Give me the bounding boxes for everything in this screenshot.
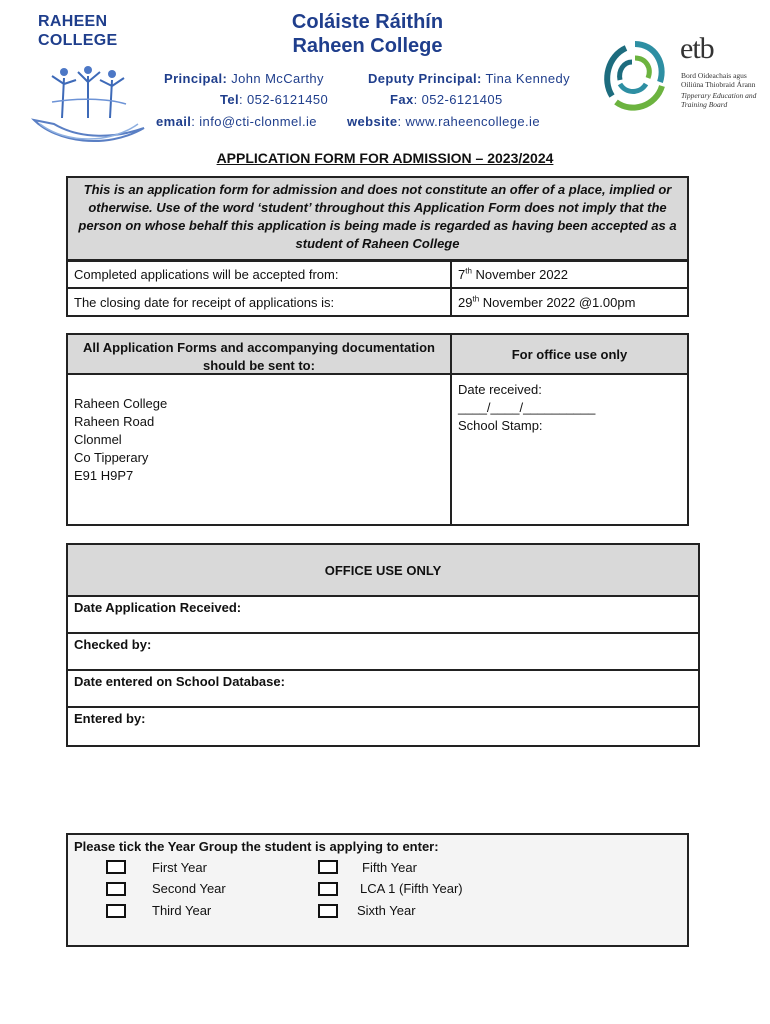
deputy-name: Tina Kennedy	[485, 71, 571, 86]
fax-value: : 052-6121405	[413, 92, 503, 107]
college-title-irish: Coláiste Ráithín	[291, 11, 444, 33]
office-use-table	[66, 543, 700, 747]
fax-line	[390, 92, 503, 107]
accepted-date: 7th November 2022	[458, 266, 569, 282]
date-entered-database-field[interactable]: Date entered on School Database:	[74, 674, 285, 689]
accepted-label: Completed applications will be accepted from:	[74, 267, 339, 282]
sixth-year-checkbox[interactable]	[318, 904, 338, 918]
date-received-label: Date received:	[458, 382, 542, 397]
entered-by-field[interactable]: Entered by:	[74, 711, 146, 726]
year-group-box	[66, 833, 689, 947]
logo-line-1: RAHEEN	[38, 13, 108, 30]
fax-label: Fax	[390, 92, 414, 107]
logo-line-2: COLLEGE	[38, 32, 118, 49]
send-to-table	[66, 333, 689, 526]
etb-line-4: Training Board	[681, 100, 728, 109]
second-year-checkbox[interactable]	[106, 882, 126, 896]
tel-label: Tel	[220, 92, 240, 107]
year-group-prompt: Please tick the Year Group the student is applying to enter:	[74, 839, 439, 854]
third-year-label: Third Year	[152, 903, 212, 918]
first-year-checkbox[interactable]	[106, 860, 126, 874]
second-year-label: Second Year	[152, 881, 226, 896]
lca1-checkbox[interactable]	[318, 882, 338, 896]
college-title-english: Raheen College	[292, 35, 443, 57]
website-value: : www.raheencollege.ie	[397, 114, 540, 129]
tel-value: : 052-6121450	[239, 92, 329, 107]
raheen-college-logo	[38, 12, 117, 50]
tel-line	[220, 92, 328, 107]
office-use-fields	[458, 381, 595, 435]
etb-line-1: Bord Oideachais agus	[681, 71, 747, 80]
date-application-received-field[interactable]: Date Application Received:	[74, 600, 242, 615]
deputy-principal-line	[368, 71, 570, 86]
sixth-year-label: Sixth Year	[357, 903, 416, 918]
principal-label: Principal:	[164, 71, 228, 86]
form-heading: APPLICATION FORM FOR ADMISSION – 2023/2024	[216, 150, 554, 166]
school-stamp-label: School Stamp:	[458, 418, 543, 433]
closing-date: 29th November 2022 @1.00pm	[458, 294, 636, 310]
date-received-blank[interactable]: ____/____/__________	[458, 400, 596, 415]
third-year-checkbox[interactable]	[106, 904, 126, 918]
deputy-label: Deputy Principal:	[368, 71, 482, 86]
raheen-logo-figures-icon	[26, 62, 146, 148]
fifth-year-checkbox[interactable]	[318, 860, 338, 874]
send-to-header: All Application Forms and accompanying documentation should be sent to:	[83, 340, 435, 373]
dates-table	[66, 259, 689, 317]
email-line	[156, 114, 317, 129]
etb-swirl-icon	[600, 34, 670, 120]
etb-line-3: Tipperary Education and	[681, 91, 757, 100]
principal-line	[164, 71, 324, 86]
office-use-header: For office use only	[511, 347, 628, 362]
closing-label: The closing date for receipt of applications is:	[74, 295, 335, 310]
website-label: website	[347, 114, 398, 129]
first-year-label: First Year	[152, 860, 207, 875]
email-label: email	[156, 114, 192, 129]
lca1-label: LCA 1 (Fifth Year)	[360, 881, 463, 896]
school-address: Raheen College Raheen Road Clonmel Co Tipperary E91 H9P7	[74, 396, 168, 483]
disclaimer-box	[66, 176, 689, 262]
principal-name: John McCarthy	[231, 71, 324, 86]
office-use-only-header: OFFICE USE ONLY	[324, 563, 442, 578]
etb-logo	[600, 32, 760, 124]
email-value: : info@cti-clonmel.ie	[191, 114, 317, 129]
etb-wordmark: etb	[680, 32, 714, 65]
checked-by-field[interactable]: Checked by:	[74, 637, 152, 652]
disclaimer-text: This is an application form for admission and does not constitute an offer of a place, implied or otherwise. Use of the word ‘student’ throughout this Application Form does not imply that the person on whose behalf this application is being made is regarded as having been accepted as a student of Raheen College	[78, 182, 677, 251]
website-line	[347, 114, 540, 129]
etb-line-2: Oiliúna Thiobraid Árann	[681, 80, 756, 89]
fifth-year-label: Fifth Year	[362, 860, 417, 875]
